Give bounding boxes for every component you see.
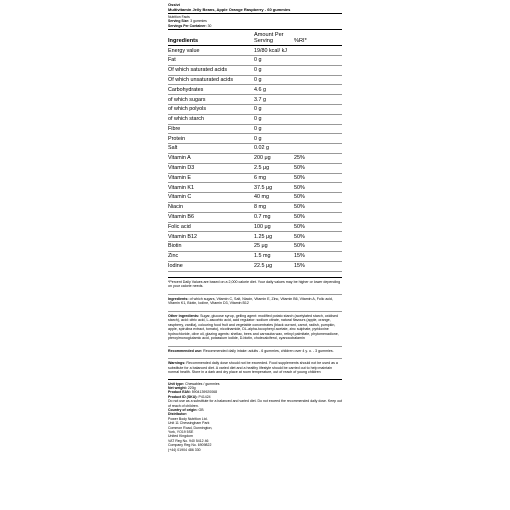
nutrient-name: of which polyols [168, 105, 254, 115]
address-line: Power Body Nutrition Ltd. [168, 416, 208, 421]
nutrient-ri [294, 75, 342, 85]
nutrient-ri: 50% [294, 163, 342, 173]
nutrition-table [168, 31, 342, 271]
nutrient-amount: 200 μg [254, 153, 294, 163]
nutrient-ri [294, 46, 342, 56]
nutrient-ri: 15% [294, 261, 342, 271]
distributor-label: Distributor: [168, 412, 188, 417]
product-specs [168, 379, 342, 453]
product-ean: Product EAN: 5904139920068 [168, 390, 218, 395]
nutrition-row [168, 134, 342, 144]
col-ingredients: Ingredients [168, 31, 254, 46]
nutrient-amount: 0.02 g [254, 144, 294, 154]
product-info-panel [168, 2, 342, 452]
serving-size: Serving Size: 3 gummies [168, 19, 207, 24]
nutrient-name: Vitamin B12 [168, 232, 254, 242]
unit-type: Unit type: Chewables / gummies [168, 381, 220, 386]
nutrient-ri [294, 144, 342, 154]
nutrient-name: Vitamin E [168, 173, 254, 183]
nutrition-row [168, 75, 342, 85]
nutrient-amount: 1.25 μg [254, 232, 294, 242]
nutrition-row [168, 212, 342, 222]
nutrient-amount: 0.7 mg [254, 212, 294, 222]
nutrition-row [168, 56, 342, 66]
nutrient-name: Fibre [168, 124, 254, 134]
nutrient-ri: 50% [294, 173, 342, 183]
nutrient-name: Vitamin A [168, 153, 254, 163]
nutrient-ri [294, 95, 342, 105]
nutrient-name: Zinc [168, 251, 254, 261]
nutrition-row [168, 153, 342, 163]
nutrient-name: Biotin [168, 242, 254, 252]
nutrient-name: Of which saturated acids [168, 65, 254, 75]
nutrient-amount: 0 g [254, 65, 294, 75]
product-sku: Product ID (SKU): P41424 [168, 394, 211, 399]
nutrition-row [168, 114, 342, 124]
country-of-origin: Country of origin: GB [168, 407, 204, 412]
brand-name: Ossivi [168, 2, 181, 7]
address-line: Unit 11 Chessingham Park [168, 421, 210, 426]
nutrient-name: Vitamin D3 [168, 163, 254, 173]
nutrient-amount: 2.5 μg [254, 163, 294, 173]
nutrient-ri: 50% [294, 202, 342, 212]
vat-number: VAT Reg No. 940 5412 46 [168, 438, 209, 443]
nutrient-amount: 8 mg [254, 202, 294, 212]
nutrition-row [168, 251, 342, 261]
ingredients-section: Ingredients: of which sugars, Vitamin C, Salt, Niacin, Vitamin E, Zinc, Vitamin B6, Vitamin A, Folic acid, Vitamin K1, Biotin, Iodine, Vitamin D3, Vitamin B12 [168, 294, 342, 306]
nutrient-ri: 50% [294, 232, 342, 242]
nutrient-name: Salt [168, 144, 254, 154]
nutrient-name: Vitamin C [168, 193, 254, 203]
footnote: *Percent Daily Values are based on a 2,000 calorie diet. Your daily values may be higher or lower depending on your calorie needs. [168, 277, 342, 289]
nutrient-ri: 50% [294, 193, 342, 203]
nutrient-ri [294, 114, 342, 124]
nutrient-amount: 6 mg [254, 173, 294, 183]
company-number: Company Reg No. 6909822 [168, 443, 212, 448]
nutrient-amount: 0 g [254, 75, 294, 85]
nutrient-ri: 50% [294, 242, 342, 252]
nutrient-name: Vitamin B6 [168, 212, 254, 222]
nutrition-row [168, 193, 342, 203]
nutrient-amount: 40 mg [254, 193, 294, 203]
nutrition-row [168, 85, 342, 95]
nutrient-ri: 50% [294, 212, 342, 222]
nutrient-amount: 37.5 μg [254, 183, 294, 193]
nutrient-ri [294, 124, 342, 134]
nutrient-ri: 50% [294, 222, 342, 232]
recommended-use-section: Recommended use: Recommended daily intake: adults - 6 gummies, children over 4 y. o. - 3 gummies. [168, 346, 342, 354]
nutrient-ri [294, 85, 342, 95]
nutrient-amount: 100 μg [254, 222, 294, 232]
facts-title: Nutrition Facts [168, 15, 190, 19]
nutrient-amount: 25 μg [254, 242, 294, 252]
nutrient-amount: 0 g [254, 134, 294, 144]
nutrient-name: Protein [168, 134, 254, 144]
nutrient-name: of which starch [168, 114, 254, 124]
nutrient-amount: 0 g [254, 105, 294, 115]
servings-per-container: Servings Per Container: 30 [168, 23, 212, 28]
nutrient-amount: 1.5 mg [254, 251, 294, 261]
nutrition-row [168, 65, 342, 75]
nutrient-name: Fat [168, 56, 254, 66]
facts-header [168, 13, 342, 30]
usage-note: Do not use as a substitute for a balanced and varied diet. Do not exceed the recommended daily dose. Keep out of reach of children. [168, 399, 342, 408]
nutrition-row [168, 163, 342, 173]
nutrient-name: Vitamin K1 [168, 183, 254, 193]
nutrition-row [168, 202, 342, 212]
nutrient-amount: 4.6 g [254, 85, 294, 95]
address-line: York, YO19 5SE [168, 430, 194, 435]
nutrient-ri [294, 56, 342, 66]
nutrition-row [168, 124, 342, 134]
nutrition-row [168, 173, 342, 183]
nutrient-ri [294, 105, 342, 115]
phone-number: (+44) 01904 486 330 [168, 447, 201, 452]
nutrient-amount: 3.7 g [254, 95, 294, 105]
nutrient-name: Iodine [168, 261, 254, 271]
nutrient-name: of which sugars [168, 95, 254, 105]
net-weight: Net weight: 220g [168, 385, 196, 390]
nutrition-row [168, 144, 342, 154]
nutrition-row [168, 105, 342, 115]
nutrient-ri: 15% [294, 251, 342, 261]
nutrient-ri [294, 65, 342, 75]
nutrient-amount: 0 g [254, 56, 294, 66]
nutrient-name: Of which unsaturated acids [168, 75, 254, 85]
nutrient-ri: 50% [294, 183, 342, 193]
nutrition-row [168, 95, 342, 105]
nutrient-name: Energy value [168, 46, 254, 56]
nutrient-name: Niacin [168, 202, 254, 212]
nutrient-amount: 0 g [254, 124, 294, 134]
product-title: Multivitamin Jelly Beans, Apple Orange Raspberry - 60 gummies [168, 7, 291, 12]
nutrient-name: Folic acid [168, 222, 254, 232]
nutrient-ri: 25% [294, 153, 342, 163]
address-line: United Kingdom [168, 434, 193, 439]
nutrition-table-header [168, 31, 342, 46]
address-line: Common Road, Dunnington, [168, 425, 213, 430]
nutrition-row [168, 183, 342, 193]
nutrient-name: Carbohydrates [168, 85, 254, 95]
nutrient-ri [294, 134, 342, 144]
other-ingredients-section: Other ingredients: Sugar, glucose syrup, gelling agent: modified potato starch (acetylated starch, oxidised starch), acid: citric acid, L-ascorbic acid, acid regulator: sodium citrate, natural flavours (apple, orange, raspberry, vanilla), colouring food fruit and vegetable concentrates (black currant, carrot, radish, pumpkin, apple, spirulina extract, tomato), nicotinamide, DL-alpha-tocopheryl acetate, zinc sulphate, pyridoxine hydrochloride, olive oil, glazing agents: shellac, bees and carnauba wax, retinyl palmitate, phytomenadione, pteroylmonoglutamic acid, potassium iodide, D-biotin, cholecalciferol, cyanocobalamin [168, 311, 342, 341]
nutrition-row [168, 232, 342, 242]
nutrition-row [168, 242, 342, 252]
col-ri: %RI* [294, 31, 342, 46]
col-amount: Amount Per Serving [254, 31, 294, 46]
nutrient-amount: 19/80 kcal/ kJ [254, 46, 294, 56]
nutrient-amount: 22.5 μg [254, 261, 294, 271]
nutrition-row [168, 46, 342, 56]
nutrition-row [168, 261, 342, 271]
warnings-section: Warnings: Recommended daily dose should not be exceeded. Food supplements should not be used as a substitute for a balanced diet. A varied diet and a healthy lifestyle should be carried out to help maintain normal health. Store in a dark and dry place at room temperature, out of reach of young children [168, 358, 342, 375]
nutrition-table-body [168, 46, 342, 271]
nutrient-amount: 0 g [254, 114, 294, 124]
nutrition-row [168, 222, 342, 232]
